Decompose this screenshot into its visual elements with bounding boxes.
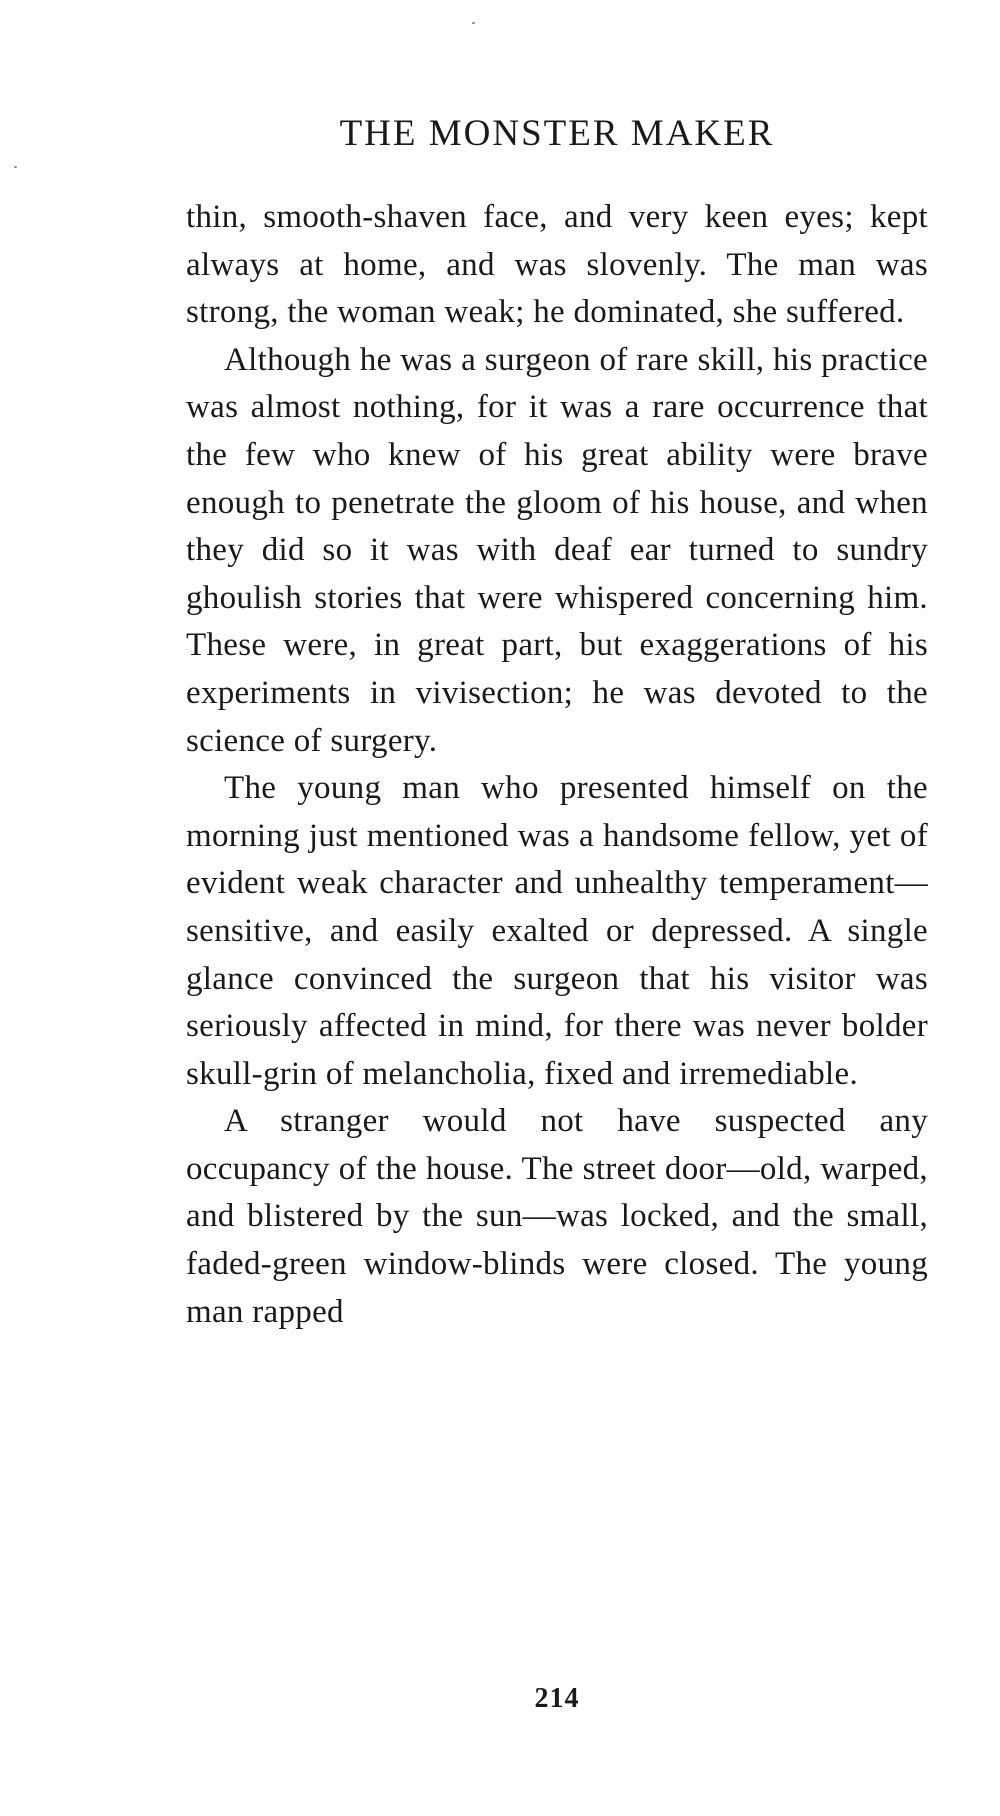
scan-speck [472,22,475,24]
running-head: THE MONSTER MAKER [339,113,775,154]
paragraph: A stranger would not have suspected any occupancy of the house. The street door—old, warped, and blistered by the sun—was locked, and the small, faded-green window-blinds were closed. The young man rapped [186,1103,928,1330]
scan-speck [14,166,17,168]
paragraph: Although he was a surgeon of rare skill, his practice was almost nothing, for it was a rare occurrence that the few who knew of his great ability were brave enough to penetrate the gloom of his house, and when they did so it was with deaf ear turned to sundry ghoulish stories that were whispered concerning him. These were, in great part, but exaggerations of his experiments in vivisection; he was devoted to the science of surgery. [186,341,928,759]
paragraph: The young man who presented himself on the morning just mentioned was a handsome fellow, yet of evident weak character and unhealthy temperament—sensitive, and easily exalted or depressed. A single glance convinced the surgeon that his visitor was seriously affected in mind, for there was never bolder skull-grin of melancholia, fixed and irremediable. [186,770,928,1092]
body-text [186,194,928,1336]
page-number: 214 [534,1683,580,1714]
paragraph-continuation: thin, smooth-shaven face, and very keen eyes; kept always at home, and was slovenly. The man was strong, the woman weak; he dominated, she suffered. [186,199,928,331]
